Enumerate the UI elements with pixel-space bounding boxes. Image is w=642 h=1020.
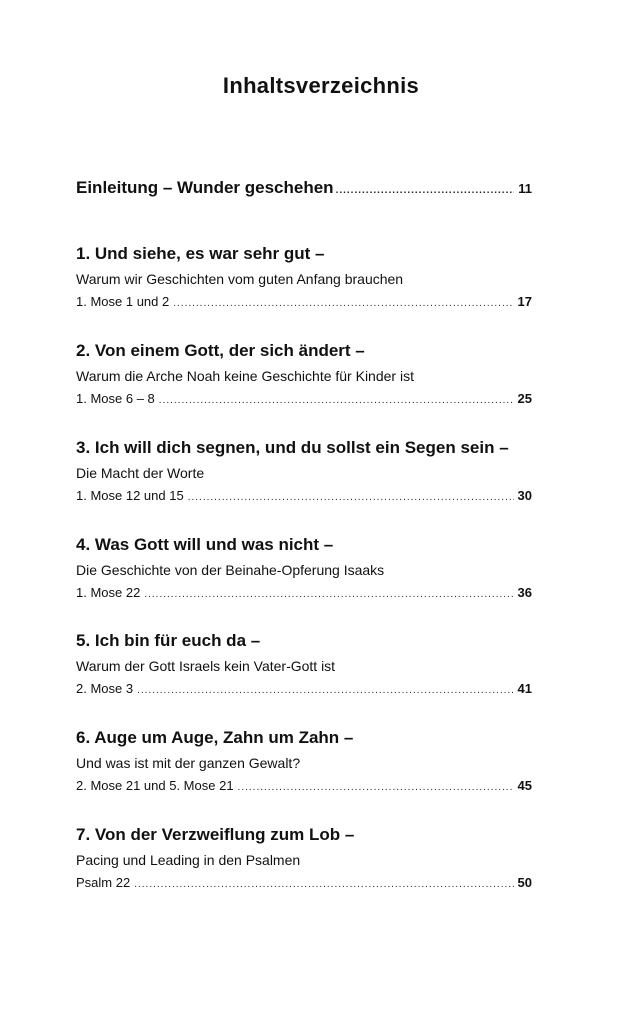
toc-entry-chapter-7[interactable] bbox=[76, 824, 532, 893]
bible-reference: 1. Mose 22 bbox=[76, 585, 141, 600]
chapter-reference-row bbox=[76, 874, 532, 893]
chapter-heading: 1. Und siehe, es war sehr gut – bbox=[76, 244, 325, 263]
toc-entry-chapter-3[interactable] bbox=[76, 437, 532, 506]
page-title: Inhaltsverzeichnis bbox=[222, 73, 420, 98]
chapter-subtitle: Und was ist mit der ganzen Gewalt? bbox=[76, 755, 301, 771]
chapter-subtitle: Die Geschichte von der Beinahe-Opferung Isaaks bbox=[76, 562, 385, 578]
bible-reference: 1. Mose 12 und 15 bbox=[76, 488, 184, 503]
chapter-subtitle: Warum die Arche Noah keine Geschichte für Kinder ist bbox=[76, 368, 414, 384]
page-number: 30 bbox=[517, 488, 532, 503]
dot-leader bbox=[134, 876, 513, 893]
chapter-subtitle: Die Macht der Worte bbox=[76, 465, 205, 481]
toc-entry-chapter-6[interactable] bbox=[76, 727, 532, 796]
chapter-reference-row bbox=[76, 390, 532, 409]
chapter-heading: 7. Von der Verzweiflung zum Lob – bbox=[76, 825, 355, 844]
page-number: 36 bbox=[517, 585, 532, 600]
chapter-heading: 4. Was Gott will und was nicht – bbox=[76, 535, 334, 554]
chapter-reference-row bbox=[76, 584, 532, 603]
chapter-heading: 3. Ich will dich segnen, und du sollst ein Segen sein – bbox=[76, 438, 509, 457]
chapter-subtitle: Warum der Gott Israels kein Vater-Gott ist bbox=[76, 658, 336, 674]
chapter-subtitle: Warum wir Geschichten vom guten Anfang brauchen bbox=[76, 271, 404, 287]
toc-entry-chapter-5[interactable] bbox=[76, 630, 532, 699]
chapter-reference-row bbox=[76, 487, 532, 506]
toc-entry-chapter-2[interactable] bbox=[76, 340, 532, 409]
page-number: 45 bbox=[517, 778, 532, 793]
page-number: 41 bbox=[517, 681, 532, 696]
chapter-subtitle: Pacing und Leading in den Psalmen bbox=[76, 852, 301, 868]
dot-leader bbox=[144, 586, 513, 603]
toc-entry-chapter-1[interactable] bbox=[76, 243, 532, 312]
page-number: 25 bbox=[517, 391, 532, 406]
bible-reference: 1. Mose 1 und 2 bbox=[76, 294, 170, 309]
chapter-heading: 5. Ich bin für euch da – bbox=[76, 631, 261, 650]
dot-leader bbox=[173, 295, 513, 312]
page-number: 50 bbox=[517, 875, 532, 890]
bible-reference: Psalm 22 bbox=[76, 875, 131, 890]
chapter-heading: 2. Von einem Gott, der sich ändert – bbox=[76, 341, 365, 360]
page-number: 11 bbox=[518, 181, 532, 196]
bible-reference: 2. Mose 21 und 5. Mose 21 bbox=[76, 778, 234, 793]
toc-entry-intro[interactable] bbox=[76, 177, 532, 202]
chapter-reference-row bbox=[76, 680, 532, 699]
chapter-heading: 6. Auge um Auge, Zahn um Zahn – bbox=[76, 728, 354, 747]
chapter-reference-row bbox=[76, 777, 532, 796]
bible-reference: 1. Mose 6 – 8 bbox=[76, 391, 155, 406]
dot-leader bbox=[238, 779, 514, 796]
dot-leader bbox=[137, 682, 513, 699]
chapter-reference-row bbox=[76, 293, 532, 312]
dot-leader bbox=[188, 489, 514, 506]
intro-label: Einleitung – Wunder geschehen bbox=[76, 178, 334, 197]
bible-reference: 2. Mose 3 bbox=[76, 681, 134, 696]
toc-entry-chapter-4[interactable] bbox=[76, 534, 532, 603]
page-number: 17 bbox=[517, 294, 532, 309]
dot-leader bbox=[336, 180, 515, 202]
dot-leader bbox=[159, 392, 514, 409]
